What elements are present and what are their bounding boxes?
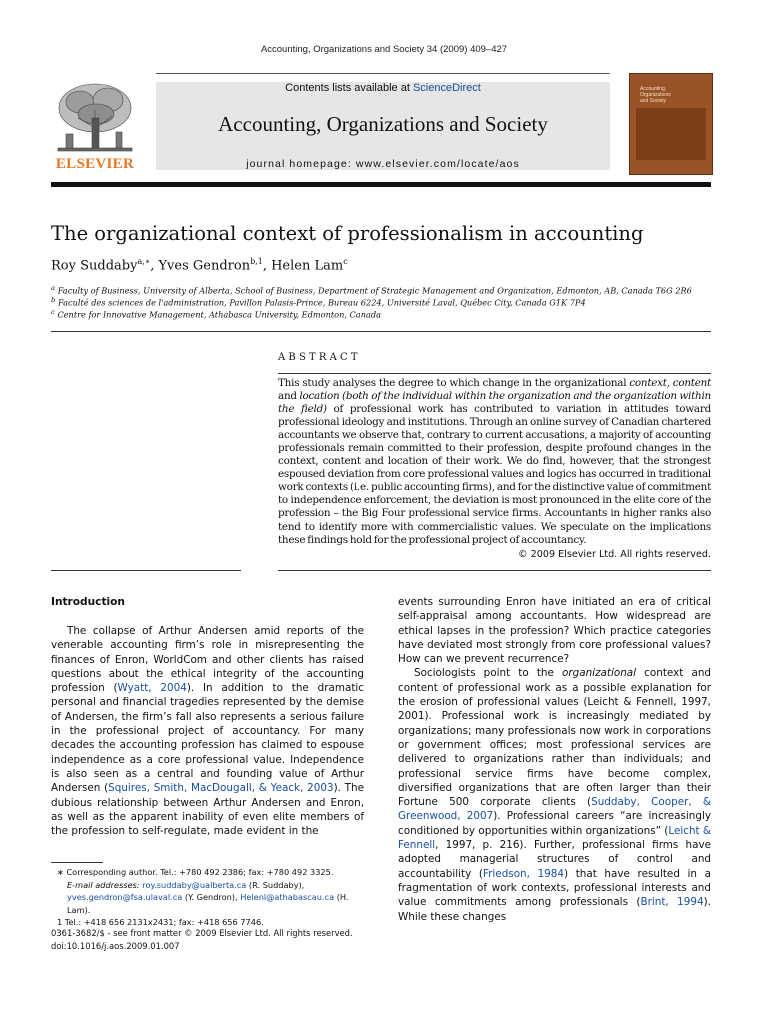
abstract-text: This study analyses the degree to which change in the organizational context, content and location (both of the individual within the organization and the organization within the field) of professional work has contributed to variation in attitudes toward professional ideology and institutions. Through an online survey of Canadian chartered accountants we observe that, contrary to current accusations, a majority of accounting professionals remain committed to their profession, despite profound changes in the context, content and location of their work. We do find, however, that the strongest espoused deviation from core professional values and logics has occurred in traditional work contexts (i.e. public accounting firms), and for the distinctive value of commitment to independence enforcement, the deviation is most pronounced in the elite core of the profession – the Big Four professional service firms. Accountants in higher ranks also tend to identify more with commercialistic values. We speculate on the implications these findings hold for the professional project of accountancy. — [278, 377, 711, 546]
paragraph: events surrounding Enron have initiated an era of critical self-appraisal among accountants. How widespread are ethical lapses in the profession? Which practice categories have deviated most strongly from core professional values? How can we prevent recurrence? — [398, 596, 711, 666]
reference-link[interactable]: Wyatt, 2004 — [117, 682, 187, 695]
journal-title: Accounting, Organizations and Society — [218, 112, 548, 136]
issn-line: 0361-3682/$ - see front matter © 2009 Elsevier Ltd. All rights reserved. — [51, 928, 353, 938]
footnote-emails: E-mail addresses: roy.suddaby@ualberta.ca (R. Suddaby), yves.gendron@fsa.ulaval.ca (Y. Gendron), Helenl@athabascau.ca (H. Lam). — [67, 879, 349, 915]
doi-line[interactable]: doi:10.1016/j.aos.2009.01.007 — [51, 941, 180, 951]
affiliation: $^c$ Centre for Innovative Management, Athabasca University, Edmonton, Canada — [51, 308, 381, 320]
cover-title: Accounting, Organizations and Society — [640, 86, 671, 104]
author-list: Roy Suddaby$^{a,∗}$, Yves Gendron$^{b,1}$, Helen Lam$^c$ — [51, 257, 348, 274]
reference-link[interactable]: Suddaby, Cooper, & Greenwood, 2007 — [398, 796, 712, 823]
article-title: The organizational context of professionalism in accounting — [51, 222, 644, 245]
reference-link[interactable]: Leicht & Fennell — [398, 824, 712, 852]
author-name: Roy Suddaby — [51, 258, 138, 274]
author-superscript[interactable]: a,∗ — [137, 257, 151, 266]
left-column-text: The collapse of Arthur Andersen amid reports of the venerable accounting firm’s role in misrepresenting the finances of Enron, WorldCom and other clients has raised questions about the ethical integrity of the accounting profession (Wyatt, 2004). In addition to the dramatic personal and financial tragedies represented by the demise of Andersen, the firm’s fall also represents a serious failure in the professional project of accountancy. For many decades the accounting profession has claimed to espouse independence as a core professional value. Independence is also seen as a central and founding value of Arthur Andersen (Squires, Smith, MacDougall, & Yeack, 2003). The dubious relationship between Arthur Andersen and Enron, as well as the apparent inability of even elite members of the profession to self-regulate, made evident in the — [51, 625, 364, 838]
abstract-copyright: © 2009 Elsevier Ltd. All rights reserved. — [517, 549, 711, 560]
footnote-rule — [51, 862, 103, 863]
reference-link[interactable]: Brint, 1994 — [640, 896, 704, 909]
footnotes — [51, 866, 364, 929]
email-link[interactable]: roy.suddaby@ualberta.ca — [142, 879, 247, 890]
abstract-bottom-rule — [278, 570, 711, 571]
author-superscript[interactable]: b,1 — [250, 257, 263, 266]
header-rule — [156, 73, 610, 74]
affiliation: $^b$ Faculté des sciences de l'administration, Pavillon Palasis-Prince, Bureau 6224, Université Laval, Québec City, Canada G1K 7P4 — [51, 296, 586, 308]
cover-panel — [636, 108, 706, 160]
journal-cover-thumbnail — [629, 73, 713, 175]
right-column-text — [398, 595, 711, 924]
section-rule — [51, 331, 711, 332]
reference-link[interactable]: Squires, Smith, MacDougall, & Yeack, 2003 — [108, 782, 334, 795]
affiliation: $^a$ Faculty of Business, University of Alberta, School of Business, Department of Strategic Management and Organization, Edmonton, AB, Canada T6G 2R6 — [51, 284, 692, 296]
email-link[interactable]: Helenl@athabascau.ca — [240, 892, 335, 902]
abstract-heading: ABSTRACT — [278, 352, 361, 363]
reference-link[interactable]: Friedson, 1984 — [482, 867, 565, 880]
footnote-corresponding: ∗ Corresponding author. Tel.: +780 492 2386; fax: +780 492 3325. — [57, 867, 334, 877]
abstract-rule — [278, 373, 711, 374]
author-name: Yves Gendron — [158, 258, 251, 274]
journal-citation: Accounting, Organizations and Society 34 (2009) 409–427 — [260, 44, 508, 55]
section-heading-introduction: Introduction — [51, 596, 125, 608]
sciencedirect-link[interactable]: ScienceDirect — [412, 82, 481, 94]
header-thick-rule — [51, 182, 711, 187]
elsevier-tree-logo — [52, 80, 138, 158]
author-name: Helen Lam — [271, 258, 344, 274]
journal-homepage[interactable]: journal homepage: www.elsevier.com/locate/aos — [246, 158, 520, 170]
email-link[interactable]: yves.gendron@fsa.ulaval.ca — [67, 892, 183, 902]
footnote-1: 1 Tel.: +418 656 2131x2431; fax: +418 656 7746. — [57, 917, 264, 927]
elsevier-wordmark: ELSEVIER — [55, 156, 135, 172]
paragraph: Sociologists point to the organizational context and content of professional work as a possible explanation for the erosion of professional values (Leicht & Fennell, 1997, 2001). Professional work is increasingly mediated by organizations; many professionals now work in corporations or government offices; most professional services are delivered to organizations rather than individuals; and professional service firms have become complex, diversified organizations that are often larger than their Fortune 500 corporate clients (Suddaby, Cooper, & Greenwood, 2007). Professional careers “are increasingly conditioned by opportunities within organizations” (Leicht & Fennell, 1997, p. 216). Further, professional firms have adopted managerial structures of control and accountability (Friedson, 1984) that have resulted in a fragmentation of work contexts, professional interests and value commitments among professionals (Brint, 1994). While these changes — [398, 667, 712, 923]
left-rule — [51, 570, 241, 571]
author-superscript[interactable]: c — [343, 257, 348, 266]
contents-line — [156, 82, 610, 94]
contents-prefix: Contents lists available at — [285, 82, 413, 94]
